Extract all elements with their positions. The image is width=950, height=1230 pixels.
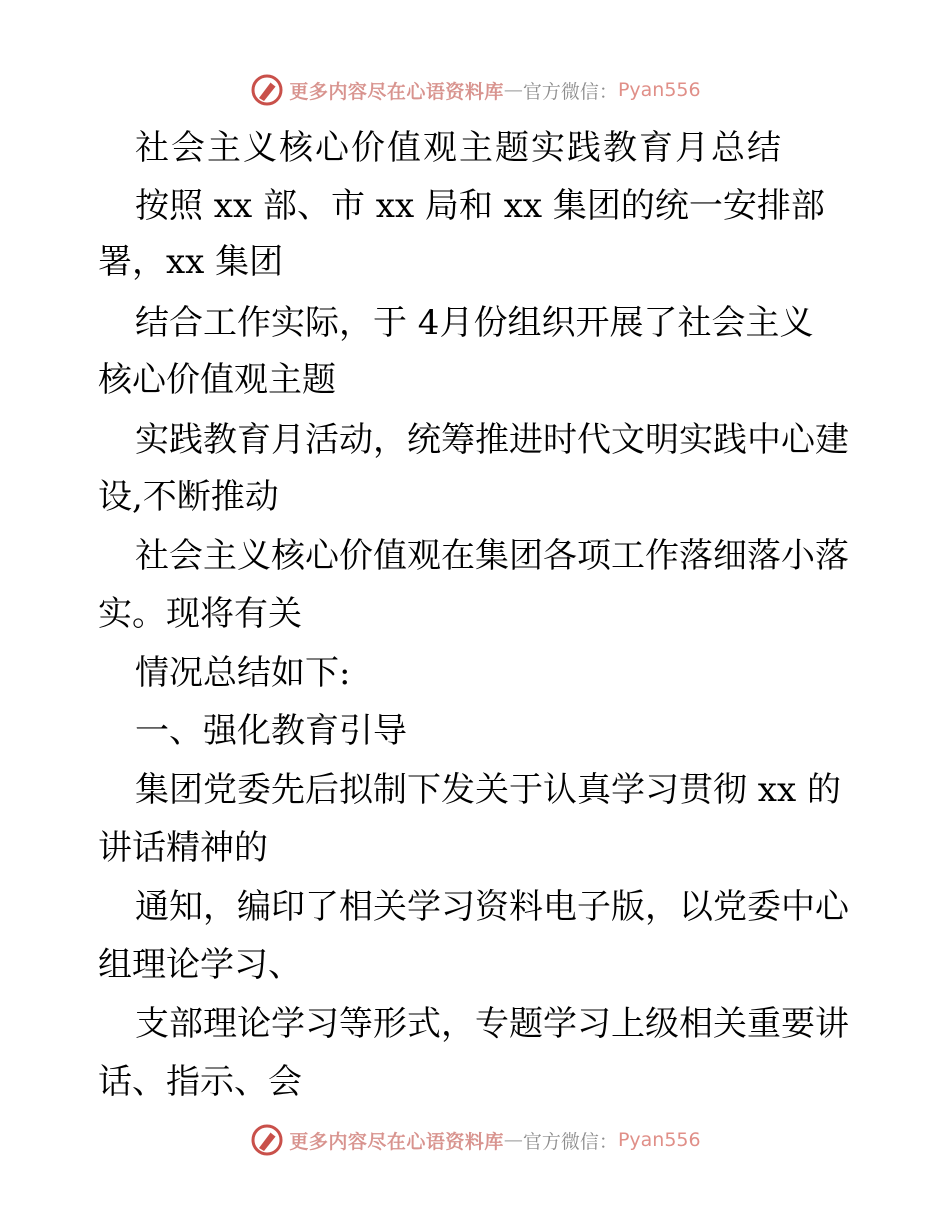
paragraph-line: 集团党委先后拟制下发关于认真学习贯彻 xx 的 [135, 770, 841, 810]
watermark-dash: — [503, 79, 523, 101]
paragraph-line: 通知，编印了相关学习资料电子版，以党委中心 [135, 887, 849, 927]
footer-watermark [0, 1120, 950, 1160]
pen-nib-circle-icon [249, 1122, 285, 1158]
paragraph-line: 核心价值观主题 [98, 360, 336, 400]
section-intro: 情况总结如下: [135, 653, 351, 693]
pen-nib-circle-icon [249, 72, 285, 108]
watermark-brand: 更多内容尽在心语资料库 [289, 80, 504, 103]
paragraph-line: 署，xx 集团 [98, 242, 284, 282]
paragraph-line: 结合工作实际，于 4月份组织开展了社会主义 [135, 303, 814, 343]
paragraph-line: 社会主义核心价值观在集团各项工作落细落小落 [135, 536, 849, 576]
document-title: 社会主义核心价值观主题实践教育月总结 [135, 128, 783, 168]
paragraph-line: 讲话精神的 [98, 828, 268, 868]
paragraph-line: 实践教育月活动，统筹推进时代文明实践中心建 [135, 420, 849, 460]
watermark-official: 官方微信： [522, 1130, 618, 1153]
paragraph-line: 实。现将有关 [98, 594, 302, 634]
watermark-dash: — [503, 1129, 523, 1151]
paragraph-line: 设,不断推动 [98, 477, 279, 517]
paragraph-line: 支部理论学习等形式，专题学习上级相关重要讲 [135, 1004, 849, 1044]
paragraph-line: 组理论学习、 [98, 945, 302, 985]
header-watermark [0, 70, 950, 110]
paragraph-line: 按照 xx 部、市 xx 局和 xx 集团的统一安排部 [135, 186, 825, 226]
watermark-official: 官方微信： [522, 80, 618, 103]
watermark-brand: 更多内容尽在心语资料库 [289, 1130, 504, 1153]
watermark-account: Pyan556 [617, 1129, 701, 1151]
watermark-account: Pyan556 [617, 79, 701, 101]
section-heading: 一、强化教育引导 [135, 711, 407, 751]
paragraph-line: 话、指示、会 [98, 1062, 302, 1102]
